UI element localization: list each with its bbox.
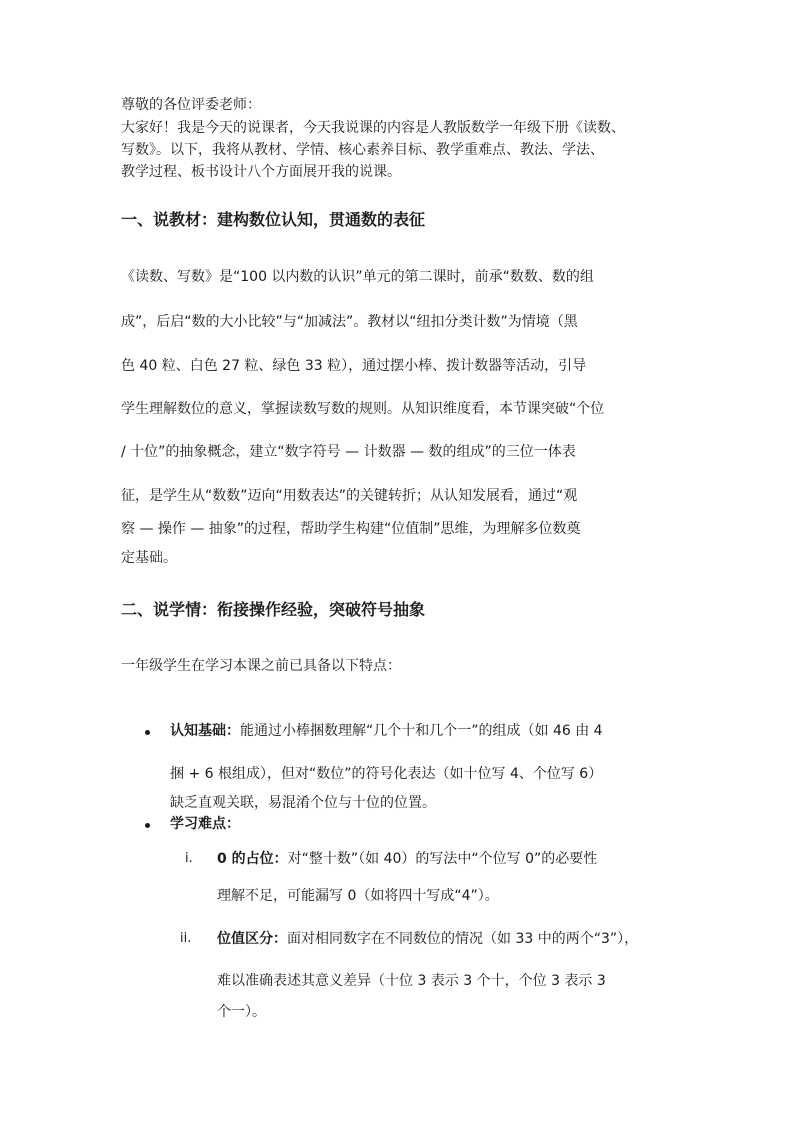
list-item-line <box>217 930 638 948</box>
bullet-icon <box>145 730 150 735</box>
bullet-line <box>170 722 603 740</box>
list-item-line: 个一）。 <box>217 1004 266 1020</box>
item-label: 0 的占位： <box>217 851 288 867</box>
list-marker: i. <box>185 851 193 866</box>
bullet-line <box>170 815 240 833</box>
bullet-label: 认知基础： <box>170 723 240 739</box>
paragraph-line: 学生理解数位的意义，掌握读数写数的规则。从知识维度看，本节课突破“个位 <box>121 401 605 417</box>
list-marker: ii. <box>180 931 192 946</box>
paragraph-line: 成”，后启“数的大小比较”与“加减法”。教材以“纽扣分类计数”为情境（黑 <box>121 314 578 330</box>
list-item-line: 理解不足，可能漏写 0（如将四十写成“4”）。 <box>217 888 499 904</box>
item-text: 面对相同数字在不同数位的情况（如 33 中的两个“3”）， <box>287 931 639 947</box>
intro-line: 教学过程、板书设计八个方面展开我的说课。 <box>121 164 401 180</box>
paragraph-line: 《读数、写数》是“100 以内数的认识”单元的第二课时，前承“数数、数的组 <box>121 269 594 285</box>
section-2-heading: 二、说学情：衔接操作经验，突破符号抽象 <box>121 600 426 619</box>
paragraph-line: 定基础。 <box>121 550 177 566</box>
paragraph-line: 征，是学生从“数数”迈向“用数表达”的关键转折；从认知发展看，通过“观 <box>121 488 578 504</box>
bullet-line: 缺乏直观关联，易混淆个位与十位的位置。 <box>170 795 436 811</box>
item-label: 位值区分： <box>217 931 287 947</box>
paragraph-line: / 十位”的抽象概念，建立“数字符号 — 计数器 — 数的组成”的三位一体表 <box>121 444 576 460</box>
paragraph-line: 一年级学生在学习本课之前已具备以下特点： <box>121 658 401 674</box>
bullet-line: 捆 + 6 根组成），但对“数位”的符号化表达（如十位写 4、个位写 6） <box>170 766 603 782</box>
paragraph-line: 察 — 操作 — 抽象”的过程，帮助学生构建“位值制”思维，为理解多位数奠 <box>121 521 581 537</box>
intro-line: 大家好！我是今天的说课者，今天我说课的内容是人教版数学一年级下册《读数、 <box>121 120 625 136</box>
item-text: 对“整十数”（如 40）的写法中“个位写 0”的必要性 <box>287 851 598 867</box>
intro-line: 写数》。以下，我将从教材、学情、核心素养目标、教学重难点、教法、学法、 <box>121 142 604 158</box>
section-1-heading: 一、说教材：建构数位认知，贯通数的表征 <box>121 210 426 229</box>
paragraph-line: 色 40 粒、白色 27 粒、绿色 33 粒），通过摆小棒、拨计数器等活动，引导 <box>121 358 587 374</box>
bullet-text: 能通过小棒捆数理解“几个十和几个一”的组成（如 46 由 4 <box>240 723 603 739</box>
bullet-icon <box>145 823 150 828</box>
list-item-line: 难以准确表述其意义差异（十位 3 表示 3 个十，个位 3 表示 3 <box>217 973 606 989</box>
salutation: 尊敬的各位评委老师： <box>121 97 261 113</box>
list-item-line <box>217 850 597 868</box>
bullet-label: 学习难点： <box>170 816 240 832</box>
